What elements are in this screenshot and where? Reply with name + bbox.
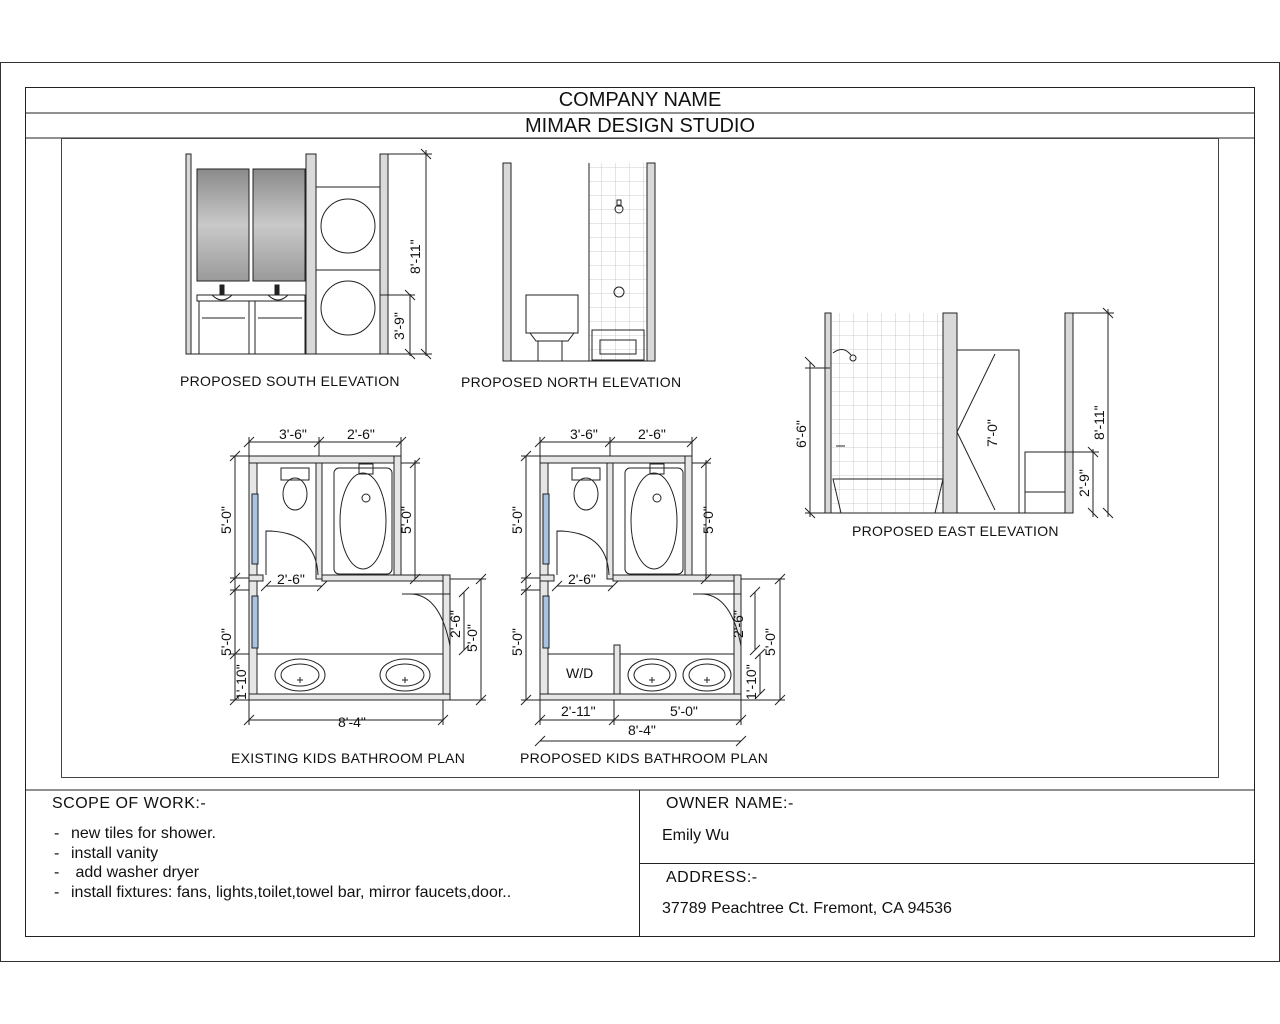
dim-existing-door-right: 2'-6" xyxy=(447,610,463,638)
dim-proposed-door: 2'-6" xyxy=(568,571,596,587)
south-elevation-label: PROPOSED SOUTH ELEVATION xyxy=(180,373,400,389)
dim-proposed-right-lower: 5'-0" xyxy=(762,628,778,656)
scope-heading: SCOPE OF WORK:- xyxy=(52,795,207,812)
dim-proposed-top-b: 2'-6" xyxy=(638,426,666,442)
owner-name: Emily Wu xyxy=(662,827,730,844)
dim-proposed-left-upper: 5'-0" xyxy=(509,506,525,534)
dim-existing-right-lower: 5'-0" xyxy=(464,624,480,652)
dim-east-door: 7'-0" xyxy=(984,419,1000,447)
scope-item: - new tiles for shower. xyxy=(54,824,511,844)
dim-proposed-vanity: 1'-10" xyxy=(743,664,759,700)
dim-east-counter: 2'-9" xyxy=(1076,469,1092,497)
east-elevation-label: PROPOSED EAST ELEVATION xyxy=(852,523,1059,539)
dim-proposed-vanity-width: 5'-0" xyxy=(670,703,698,719)
dim-existing-top-b: 2'-6" xyxy=(347,426,375,442)
company-name: COMPANY NAME xyxy=(558,89,722,111)
address-value: 37789 Peachtree Ct. Fremont, CA 94536 xyxy=(662,900,952,917)
existing-plan xyxy=(230,437,486,725)
dim-existing-right-upper: 5'-0" xyxy=(398,506,414,534)
dim-proposed-door-right: 2'-6" xyxy=(730,610,746,638)
scope-item: - install fixtures: fans, lights,toilet,towel bar, mirror faucets,door.. xyxy=(54,883,511,903)
east-elevation xyxy=(805,308,1114,518)
dim-existing-left-lower: 5'-0" xyxy=(218,628,234,656)
dim-proposed-width: 8'-4" xyxy=(628,722,656,738)
north-elevation xyxy=(503,163,655,361)
address-heading: ADDRESS:- xyxy=(666,869,758,886)
owner-heading: OWNER NAME:- xyxy=(666,795,794,812)
dim-proposed-left-lower: 5'-0" xyxy=(509,628,525,656)
scope-item: - install vanity xyxy=(54,844,511,864)
dim-east-height: 8'-11" xyxy=(1091,405,1107,440)
proposed-plan-label: PROPOSED KIDS BATHROOM PLAN xyxy=(520,750,769,766)
wd-label: W/D xyxy=(566,665,594,681)
dim-existing-left-upper: 5'-0" xyxy=(218,506,234,534)
dim-existing-vanity: 1'-10" xyxy=(233,664,249,700)
dim-proposed-wd-width: 2'-11" xyxy=(561,703,596,719)
dim-existing-top-a: 3'-6" xyxy=(279,426,307,442)
dim-south-counter: 3'-9" xyxy=(391,312,407,340)
dim-existing-door: 2'-6" xyxy=(277,571,305,587)
studio-name: MIMAR DESIGN STUDIO xyxy=(524,115,755,137)
north-elevation-label: PROPOSED NORTH ELEVATION xyxy=(461,374,682,390)
scope-item: - add washer dryer xyxy=(54,863,511,883)
dim-east-shower: 6'-6" xyxy=(793,420,809,448)
existing-plan-label: EXISTING KIDS BATHROOM PLAN xyxy=(231,750,466,766)
scope-list xyxy=(54,824,511,902)
dim-existing-width: 8'-4" xyxy=(338,714,366,730)
dimension-labels xyxy=(218,239,1107,738)
dim-south-height: 8'-11" xyxy=(407,239,423,274)
dim-proposed-top-a: 3'-6" xyxy=(570,426,598,442)
dim-proposed-right-upper: 5'-0" xyxy=(700,506,716,534)
